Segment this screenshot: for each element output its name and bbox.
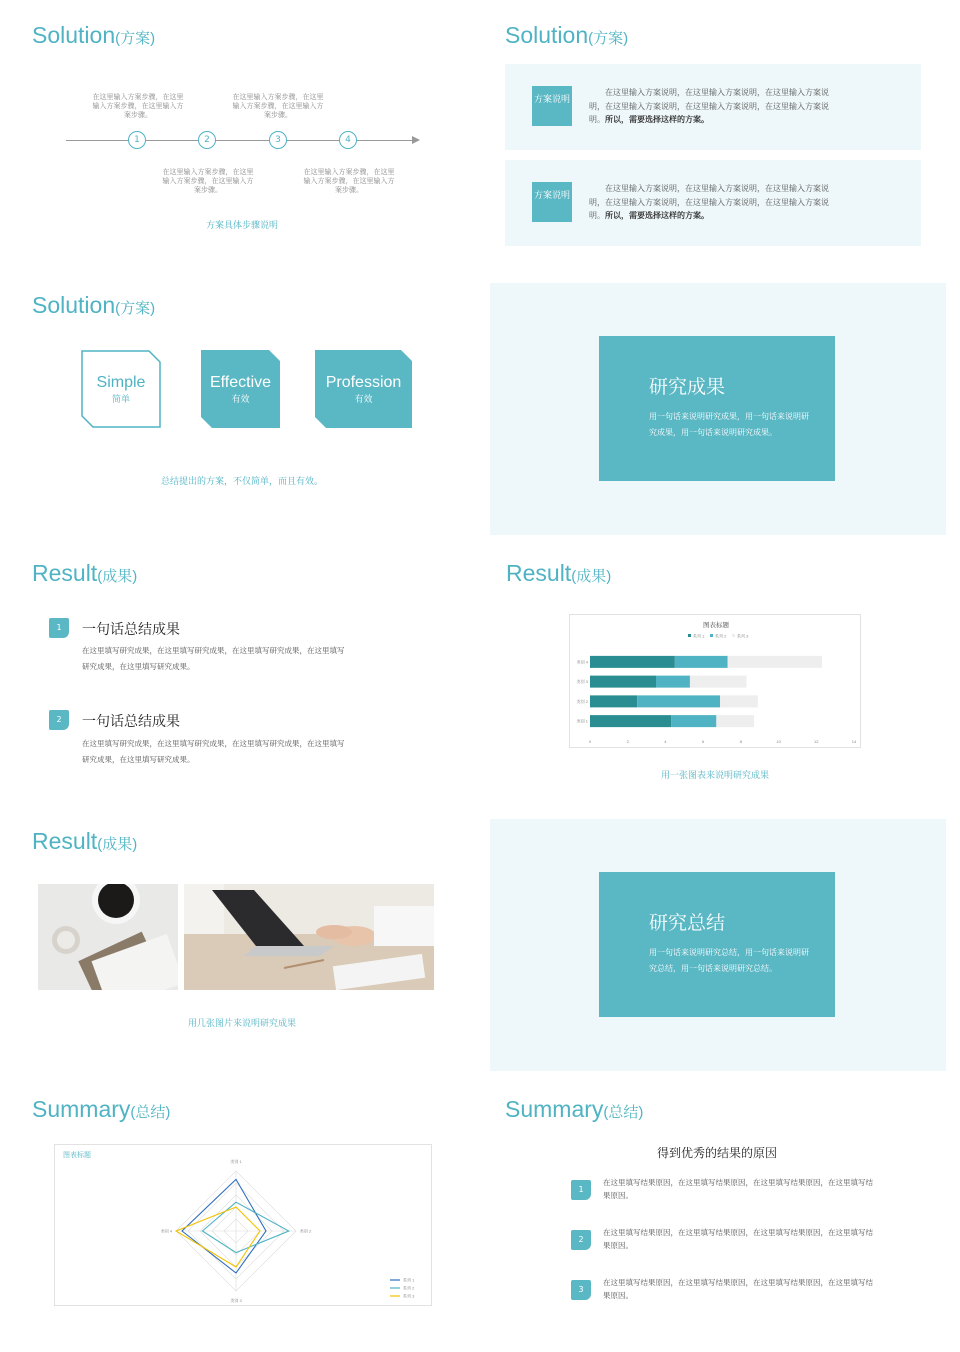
highlight-box [599, 336, 835, 481]
legend-label: 系列 2 [715, 633, 727, 639]
number-badge: 2 [49, 710, 69, 730]
step-text: 在这里输入方案步骤，在这里输入方案步骤，在这里输入方案步骤。 [92, 93, 184, 119]
slide-research-summary [490, 819, 946, 1071]
chart-title: 图表标题 [63, 1151, 91, 1159]
step-text: 在这里输入方案步骤，在这里输入方案步骤，在这里输入方案步骤。 [162, 168, 254, 194]
explain-text: 在这里输入方案说明，在这里输入方案说明，在这里输入方案说明，在这里输入方案说明，在这里输入方案说明，在这里输入方案说明。所以，需要选择这样的方案。 [589, 88, 829, 124]
slide-result-chart [497, 538, 953, 790]
bar-segment [671, 715, 716, 727]
result-heading: 一句话总结成果 [82, 622, 180, 638]
y-tick-label: 类别 4 [576, 659, 588, 665]
bar-segment [720, 695, 758, 707]
slide-solution-explain [497, 0, 953, 252]
legend-label: 系列 1 [693, 633, 705, 639]
radar-chart-frame [54, 1144, 432, 1306]
number-badge: 3 [571, 1280, 591, 1300]
timeline-line [66, 140, 416, 141]
x-tick-label: 0 [588, 739, 592, 744]
slide-result-photos [0, 806, 456, 1058]
slide-summary-reasons [497, 1074, 953, 1326]
bar-segment [590, 656, 675, 668]
axis-label: 类别 1 [230, 1158, 242, 1164]
explain-box [505, 160, 921, 246]
step-node: 4 [339, 131, 357, 149]
explain-text: 在这里输入方案说明，在这里输入方案说明，在这里输入方案说明，在这里输入方案说明，在这里输入方案说明，在这里输入方案说明。所以，需要选择这样的方案。 [589, 184, 829, 220]
reason-text: 在这里填写结果原因，在这里填写结果原因，在这里填写结果原因，在这里填写结果原因。 [603, 1178, 873, 1200]
series-line [182, 1179, 266, 1273]
slide-title: Summary(总结) [505, 1096, 644, 1122]
step-node: 1 [128, 131, 146, 149]
slide-result-list [0, 538, 456, 790]
highlight-box [599, 872, 835, 1017]
legend-label: 系列 1 [403, 1277, 415, 1283]
result-heading: 一句话总结成果 [82, 714, 180, 730]
slide-title: Solution(方案) [32, 22, 156, 48]
number-badge: 2 [571, 1230, 591, 1250]
slide-research-results [490, 283, 946, 535]
bar-segment [590, 695, 637, 707]
section-heading: 研究总结 [649, 912, 726, 934]
bar-segment [590, 676, 656, 688]
step-text: 在这里输入方案步骤，在这里输入方案步骤，在这里输入方案步骤。 [232, 93, 324, 119]
x-tick-label: 8 [739, 739, 742, 744]
step-text: 在这里输入方案步骤，在这里输入方案步骤，在这里输入方案步骤。 [303, 168, 395, 194]
timeline-arrow [412, 136, 420, 144]
section-heading: 研究成果 [649, 376, 726, 398]
slide-solution-cards [0, 270, 456, 522]
slide-title: Solution(方案) [32, 292, 156, 318]
explain-box [505, 64, 921, 150]
reason-text: 在这里填写结果原因，在这里填写结果原因，在这里填写结果原因，在这里填写结果原因。 [603, 1278, 873, 1300]
slide-solution-steps [0, 0, 456, 252]
bar-segment [728, 656, 822, 668]
card-profession: Profession 有效 [315, 350, 412, 428]
photo-laptop-desk [184, 884, 434, 990]
slide-title: Solution(方案) [505, 22, 629, 48]
slide-title: Result(成果) [32, 560, 138, 586]
card-effective: Effective 有效 [201, 350, 280, 428]
slide-caption: 用几张图片来说明研究成果 [187, 1019, 296, 1029]
legend-label: 系列 3 [737, 633, 749, 639]
explain-tag: 方案说明 [532, 182, 572, 222]
reason-text: 在这里填写结果原因，在这里填写结果原因，在这里填写结果原因，在这里填写结果原因。 [603, 1228, 873, 1250]
slide-summary-radar [0, 1074, 456, 1326]
legend-swatch [688, 634, 691, 637]
x-tick-label: 14 [851, 739, 857, 744]
slide-caption: 总结提出的方案，不仅简单，而且有效。 [160, 477, 323, 487]
bar-segment [690, 676, 747, 688]
card-simple: Simple 简单 [81, 350, 161, 428]
axis-label: 类别 3 [230, 1298, 242, 1304]
chart-title: 图表标题 [703, 622, 729, 629]
slide-title: Result(成果) [32, 828, 138, 854]
section-desc: 用一句话来说明研究总结，用一句话来说明研究总结，用一句话来说明研究总结。 [649, 948, 809, 973]
y-tick-label: 类别 2 [576, 698, 588, 704]
slide-title: Summary(总结) [32, 1096, 171, 1122]
result-text: 在这里填写研究成果，在这里填写研究成果，在这里填写研究成果，在这里填写研究成果，在这里填写研究成果。 [82, 646, 345, 671]
explain-tag: 方案说明 [532, 86, 572, 126]
result-text: 在这里填写研究成果，在这里填写研究成果，在这里填写研究成果，在这里填写研究成果，在这里填写研究成果。 [82, 739, 345, 764]
y-tick-label: 类别 3 [576, 679, 588, 685]
reasons-heading: 得到优秀的结果的原因 [656, 1146, 777, 1160]
x-tick-label: 12 [814, 739, 819, 744]
y-tick-label: 类别 1 [576, 718, 588, 724]
bar-segment [675, 656, 728, 668]
legend-label: 系列 2 [403, 1285, 415, 1291]
legend-swatch [710, 634, 713, 637]
x-tick-label: 2 [626, 739, 629, 744]
x-tick-label: 6 [702, 739, 705, 744]
axis-label: 类别 4 [160, 1228, 173, 1234]
section-desc: 用一句话来说明研究成果，用一句话来说明研究成果，用一句话来说明研究成果。 [649, 412, 809, 437]
legend-swatch [732, 634, 735, 637]
bar-segment [716, 715, 754, 727]
axis-label: 类别 2 [299, 1228, 312, 1234]
bar-segment [637, 695, 720, 707]
slide-caption: 用一张图表来说明研究成果 [660, 771, 769, 781]
slide-caption: 方案具体步骤说明 [205, 221, 278, 231]
number-badge: 1 [571, 1180, 591, 1200]
number-badge: 1 [49, 618, 69, 638]
photo-coffee-notebook [38, 884, 178, 990]
bar-segment [656, 676, 690, 688]
bar-chart [570, 615, 862, 749]
step-node: 2 [198, 131, 216, 149]
x-tick-label: 10 [776, 739, 781, 744]
x-tick-label: 4 [664, 739, 667, 744]
bar-segment [590, 715, 671, 727]
bar-chart-frame [569, 614, 861, 748]
radar-chart [55, 1145, 433, 1307]
slide-title: Result(成果) [506, 560, 612, 586]
legend-label: 系列 3 [403, 1293, 415, 1299]
step-node: 3 [269, 131, 287, 149]
